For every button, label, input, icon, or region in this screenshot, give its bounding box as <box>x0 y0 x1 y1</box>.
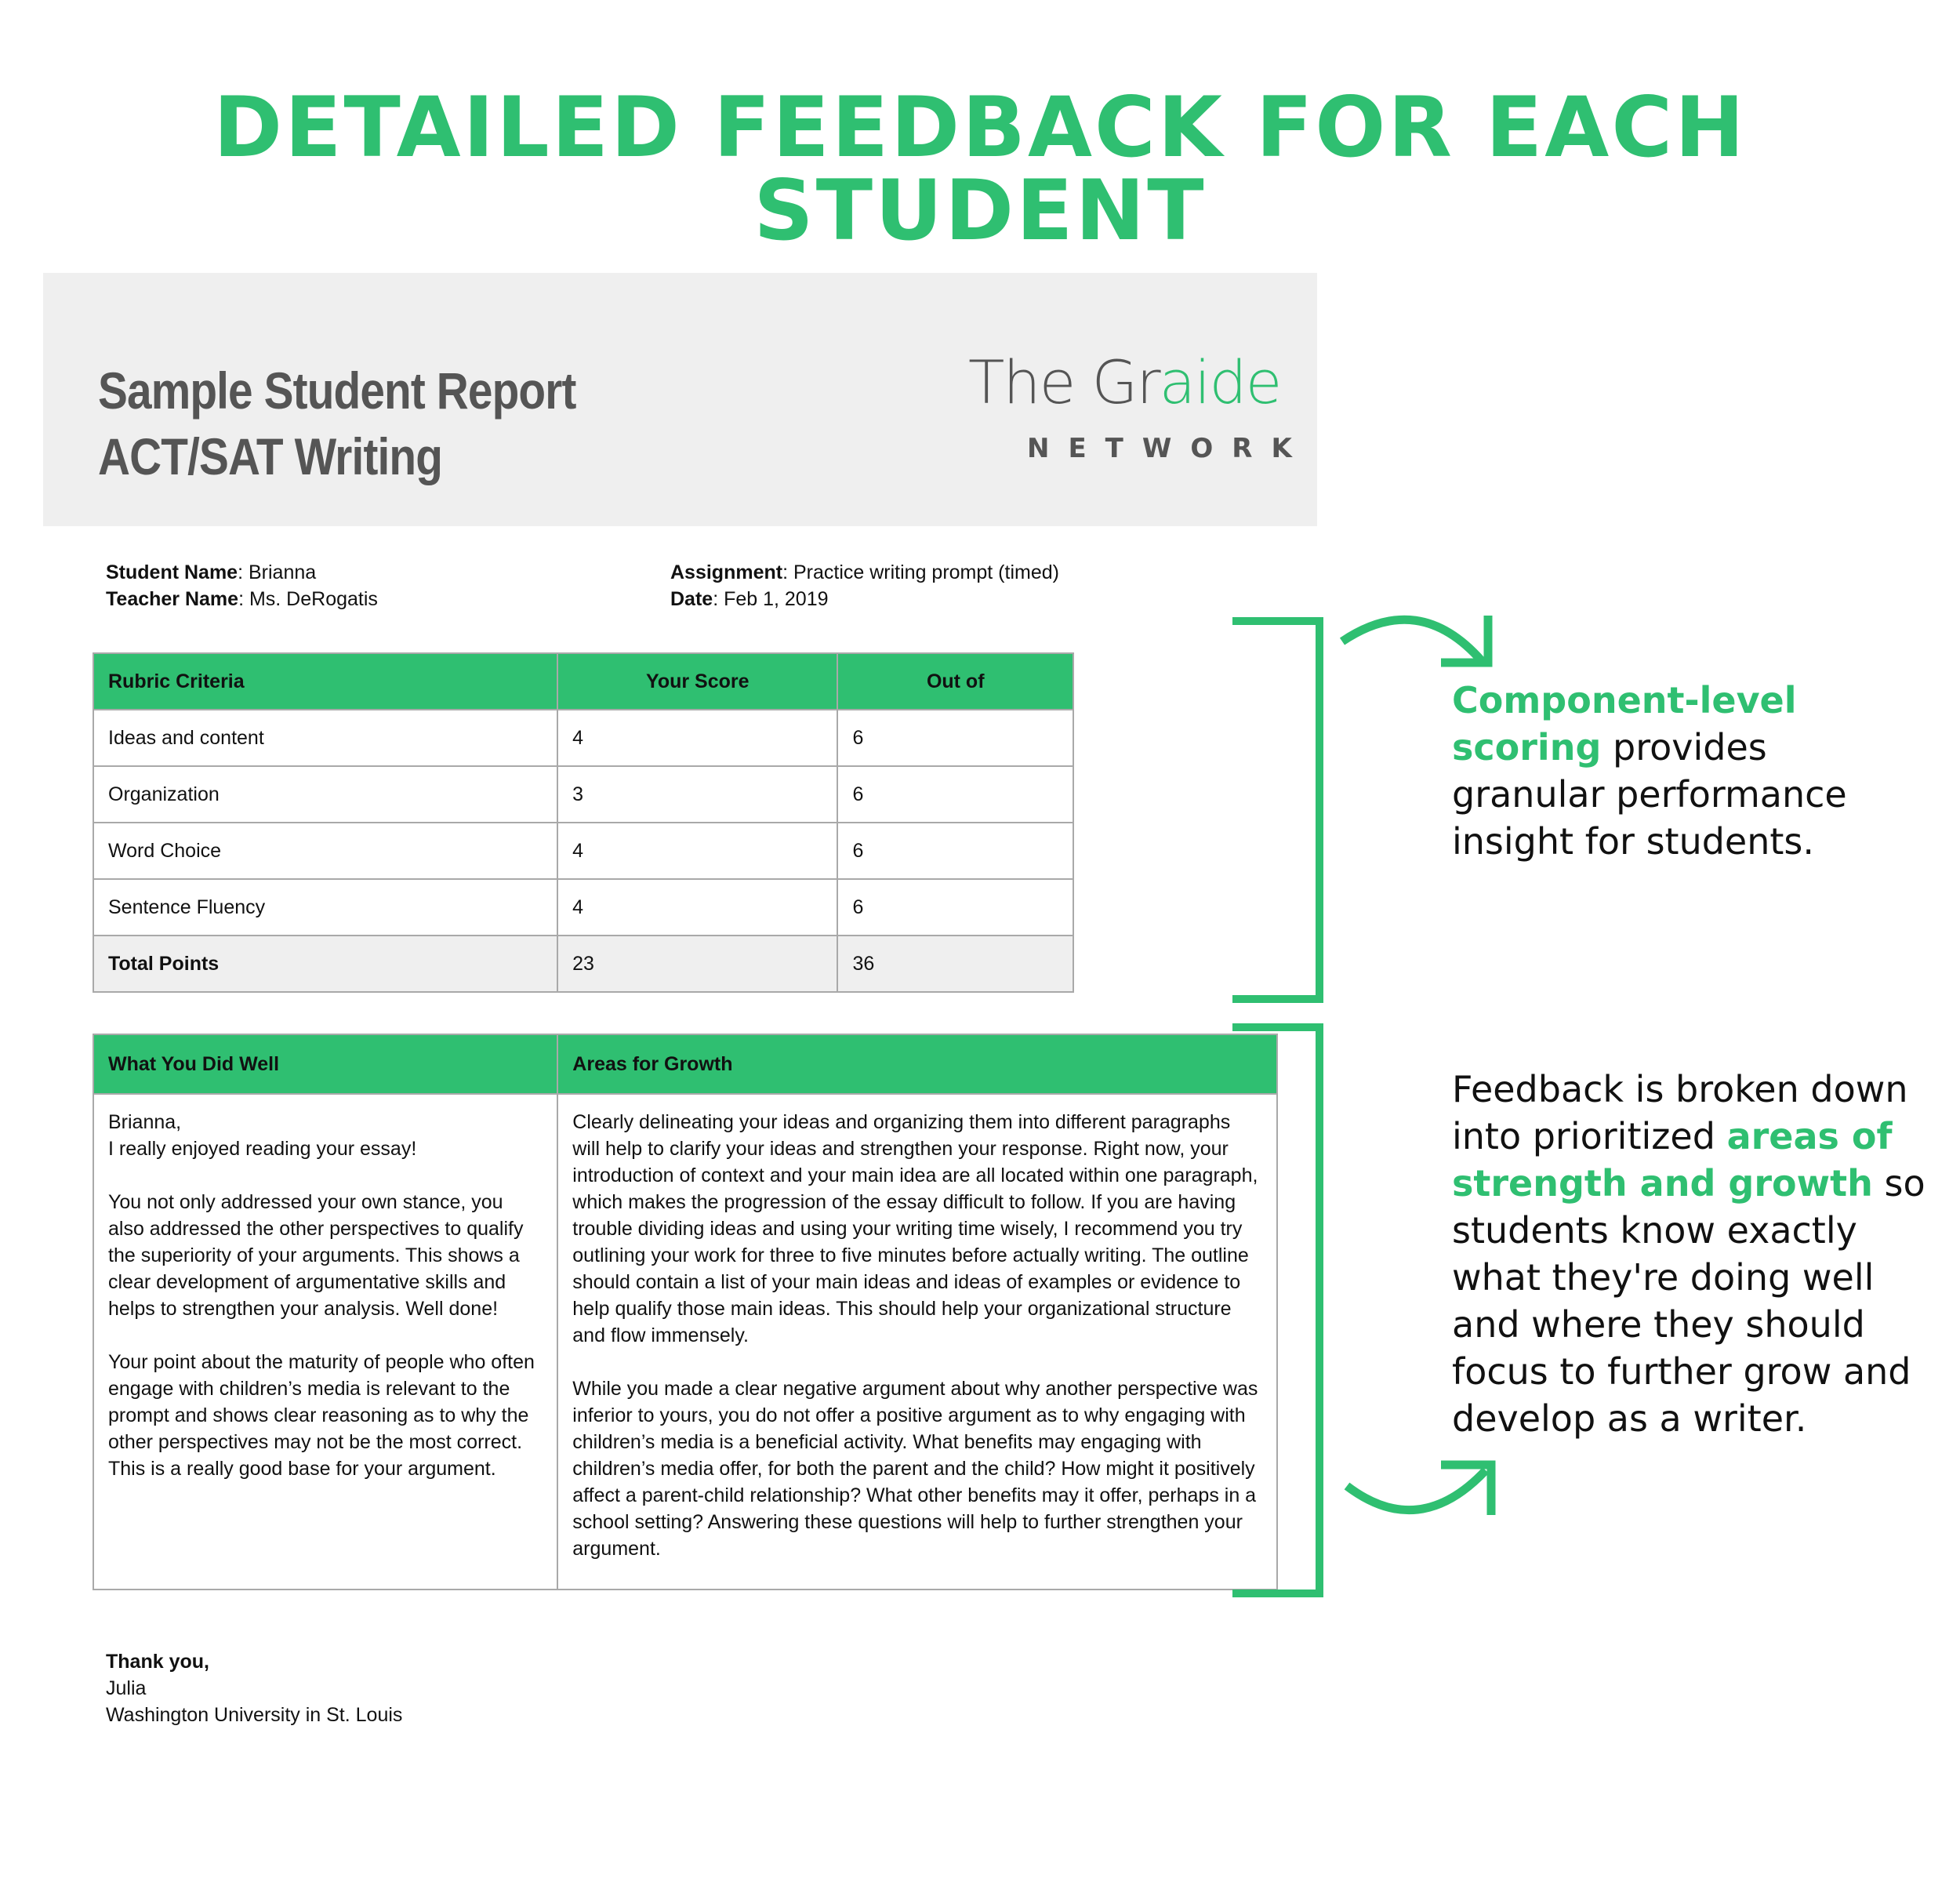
teacher-name-label: Teacher Name <box>106 588 239 610</box>
logo-wordmark-gray: The Gr <box>968 347 1160 417</box>
callout-feedback-text-post: so students know exactly what they're doing well and where they should focus to further grow and develop as a writer. <box>1452 1162 1926 1440</box>
bracket-scores <box>1232 621 1319 999</box>
greeting-line: Brianna, <box>108 1111 182 1133</box>
out-of-cell: 6 <box>837 879 1073 936</box>
out-of-cell: 6 <box>837 823 1073 879</box>
teacher-name-value: : Ms. DeRogatis <box>238 588 378 610</box>
callout-feedback-breakdown <box>1452 1066 1938 1442</box>
header-areas-for-growth: Areas for Growth <box>557 1034 1277 1094</box>
total-out-of-cell: 36 <box>837 936 1073 992</box>
criteria-cell: Sentence Fluency <box>93 879 557 936</box>
date-label: Date <box>670 588 713 610</box>
page-headline: DETAILED FEEDBACK FOR EACH STUDENT <box>213 79 1747 259</box>
assignment-value: : Practice writing prompt (timed) <box>782 561 1059 583</box>
callout-feedback-highlight: areas of strength and growth <box>1452 1115 1893 1204</box>
greeting-sentence: I really enjoyed reading your essay! <box>108 1138 417 1160</box>
out-of-cell: 6 <box>837 710 1073 766</box>
assignment-label: Assignment <box>670 561 783 583</box>
arrow-curve-bottom-icon <box>1347 1470 1486 1510</box>
well-paragraph: You not only addressed your own stance, you also addressed the other perspectives to qualify the superiority of your arguments. This shows a clear development of argumentative skills and helps to strengthen your analysis. Well done! <box>108 1191 524 1320</box>
student-name-value: : Brianna <box>238 561 317 583</box>
score-cell: 3 <box>557 766 837 823</box>
header-what-you-did-well: What You Did Well <box>93 1034 557 1094</box>
growth-paragraph: Clearly delineating your ideas and organizing them into different paragraphs will help to clarify your ideas and strengthen your response. Right now, your introduction of context and your main idea are all located within one paragraph, which makes the progression of the essay difficult to follow. If you are having trouble dividing ideas and using your writing time wisely, I recommend you try outlining your work for three to five minutes before actually writing. The outline should contain a list of your main ideas and ideas of examples or evidence to help qualify those main ideas. This should help your organizational structure and flow immensely. <box>572 1111 1258 1346</box>
score-cell: 4 <box>557 879 837 936</box>
report-title-line1: Sample Student Report <box>98 362 576 420</box>
signoff-name: Julia <box>106 1677 147 1699</box>
header-rubric-criteria: Rubric Criteria <box>93 653 557 710</box>
bracket-feedback <box>1232 1027 1319 1593</box>
total-label-cell: Total Points <box>93 936 557 992</box>
criteria-cell: Word Choice <box>93 823 557 879</box>
logo-network-text: NETWORK <box>1027 433 1311 464</box>
criteria-cell: Ideas and content <box>93 710 557 766</box>
callout-component-highlight: Component-level scoring <box>1452 679 1797 768</box>
signoff-thanks: Thank you, <box>106 1651 209 1673</box>
criteria-cell: Organization <box>93 766 557 823</box>
out-of-cell: 6 <box>837 766 1073 823</box>
callout-component-scoring <box>1452 677 1891 865</box>
report-title-line2: ACT/SAT Writing <box>98 427 443 485</box>
callout-feedback-text-pre: Feedback is broken down into prioritized <box>1452 1068 1908 1157</box>
signoff-school: Washington University in St. Louis <box>106 1704 403 1726</box>
total-score-cell: 23 <box>557 936 837 992</box>
well-paragraph: Your point about the maturity of people who often engage with children’s media is relevant to the prompt and shows clear reasoning as to why the other perspectives may not be the most correct. This is a really good base for your argument. <box>108 1351 535 1480</box>
date-value: : Feb 1, 2019 <box>713 588 829 610</box>
header-your-score: Your Score <box>557 653 837 710</box>
score-cell: 4 <box>557 823 837 879</box>
student-name-label: Student Name <box>106 561 238 583</box>
logo-wordmark-green: aide <box>1159 347 1281 417</box>
callout-component-text: provides granular performance insight for students. <box>1452 726 1847 863</box>
score-cell: 4 <box>557 710 837 766</box>
header-out-of: Out of <box>837 653 1073 710</box>
arrow-curve-top-icon <box>1342 619 1482 661</box>
growth-paragraph: While you made a clear negative argument about why another perspective was inferior to yours, you do not offer a positive argument as to why engaging with children’s media is a beneficial activity. What benefits may engaging with children’s media offer, for both the parent and the child? How might it positively affect a parent-child relationship? What other benefits may it offer, perhaps in a school setting? Answering these questions will help to further strengthen your argument. <box>572 1378 1258 1560</box>
